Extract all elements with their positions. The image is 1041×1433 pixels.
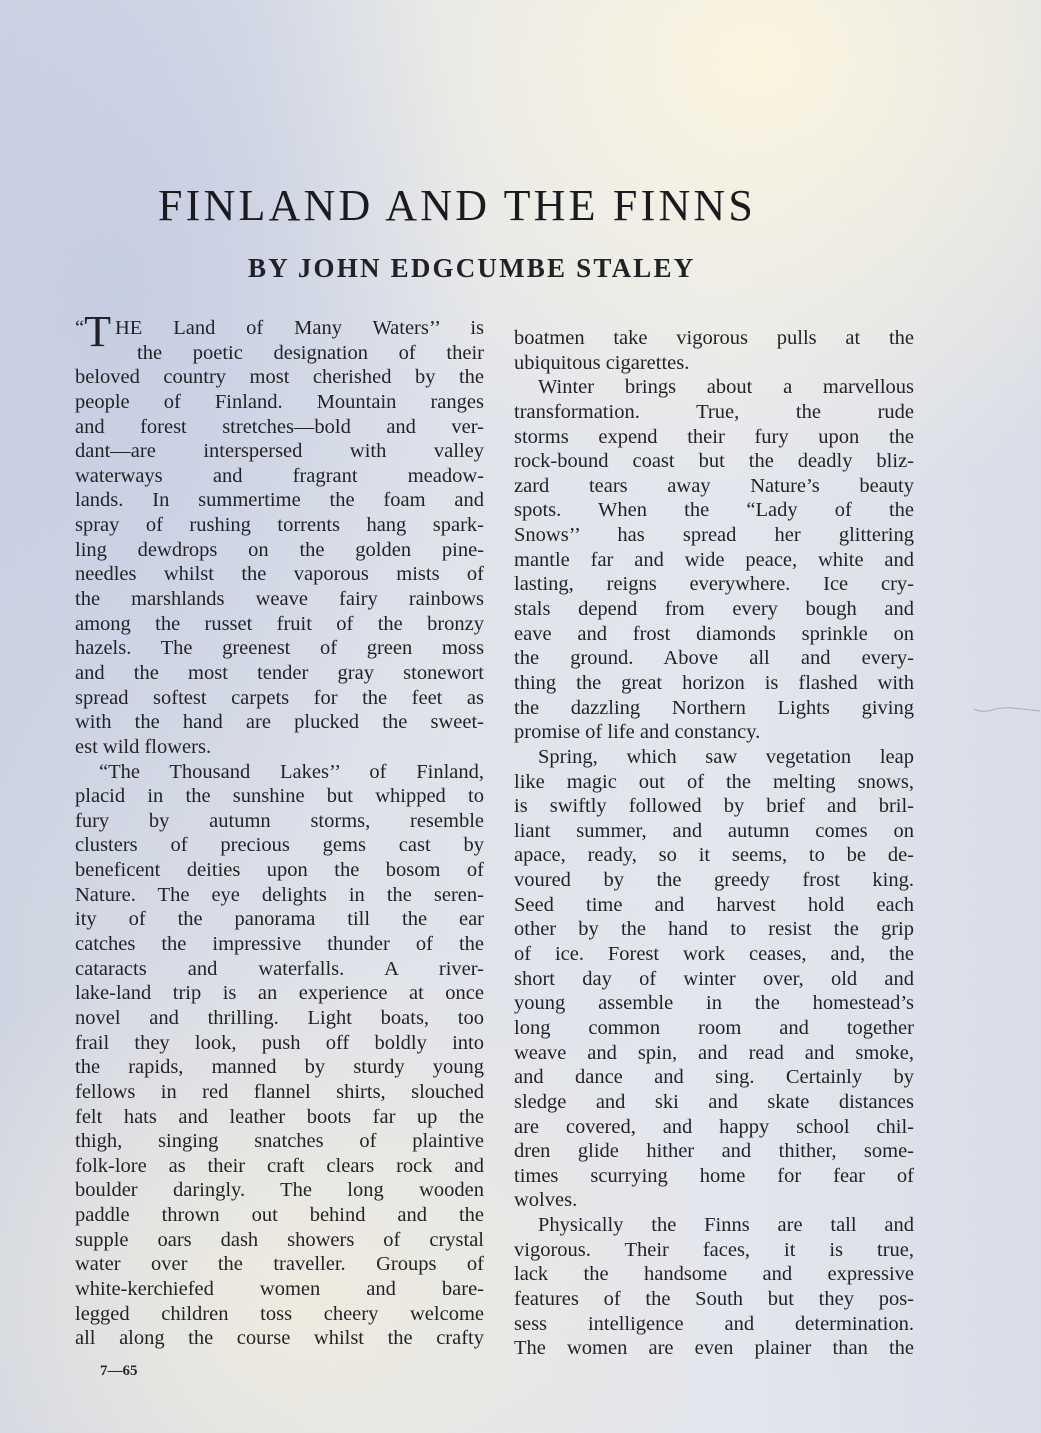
text-line: voured by the greedy frost king. <box>514 869 914 892</box>
text-line: ling dewdrops on the golden pine- <box>75 538 484 561</box>
text-line: are covered, and happy school chil- <box>514 1115 914 1138</box>
page-number: 7—65 <box>100 1363 138 1379</box>
text-line: white-kerchiefed women and bare- <box>75 1277 484 1300</box>
text-line: Nature. The eye delights in the seren- <box>75 883 484 906</box>
text-line: all along the course whilst the crafty <box>75 1327 484 1350</box>
text-line: water over the traveller. Groups of <box>75 1253 484 1276</box>
text-line: transformation. True, the rude <box>514 400 914 423</box>
text-line: storms expend their fury upon the <box>514 425 914 448</box>
text-line: dren glide hither and thither, some- <box>514 1140 914 1163</box>
article-title: FINLAND AND THE FINNS <box>158 181 757 230</box>
text-line: liant summer, and autumn comes on <box>514 819 914 842</box>
text-line: thing the great horizon is flashed with <box>514 671 914 694</box>
text-line: the marshlands weave fairy rainbows <box>75 588 484 611</box>
text-line: beneficent deities upon the bosom of <box>75 859 484 882</box>
text-line: long common room and together <box>514 1016 914 1039</box>
open-quote: “ <box>75 317 85 339</box>
paper-scratch-mark <box>972 705 1041 715</box>
text-line: spray of rushing torrents hang spark- <box>75 514 484 537</box>
text-line: felt hats and leather boots far up the <box>75 1105 484 1128</box>
text-line: the ground. Above all and every- <box>514 647 914 670</box>
text-line: Spring, which saw vegetation leap <box>538 745 914 768</box>
text-line: eave and frost diamonds sprinkle on <box>514 622 914 645</box>
text-line: Seed time and harvest hold each <box>514 893 914 916</box>
text-line: lake-land trip is an experience at once <box>75 982 484 1005</box>
text-line: cataracts and waterfalls. A river- <box>75 957 484 980</box>
text-line: fury by autumn storms, resemble <box>75 809 484 832</box>
text-line: boatmen take vigorous pulls at the <box>514 327 914 349</box>
text-line: short day of winter over, old and <box>514 967 914 990</box>
text-line: lands. In summertime the foam and <box>75 489 484 512</box>
text-line: young assemble in the homestead’s <box>514 992 914 1015</box>
text-line: of ice. Forest work ceases, and, the <box>514 943 914 966</box>
text-line: needles whilst the vaporous mists of <box>75 563 484 586</box>
text-line: and forest stretches—bold and ver- <box>75 415 484 438</box>
text-line: supple oars dash showers of crystal <box>75 1228 484 1251</box>
text-line: thigh, singing snatches of plaintive <box>75 1130 484 1153</box>
text-line: times scurrying home for fear of <box>514 1164 914 1187</box>
text-line: and the most tender gray stonewort <box>75 661 484 684</box>
text-line: weave and spin, and read and smoke, <box>514 1041 914 1064</box>
text-line: other by the hand to resist the grip <box>514 918 914 941</box>
text-line: legged children toss cheery welcome <box>75 1302 484 1325</box>
text-line: Winter brings about a marvellous <box>538 376 914 399</box>
text-line: folk-lore as their craft clears rock and <box>75 1154 484 1177</box>
text-line: stals depend from every bough and <box>514 598 914 621</box>
text-line: spread softest carpets for the feet as <box>75 686 484 709</box>
text-line: fellows in red flannel shirts, slouched <box>75 1080 484 1103</box>
text-line: lack the handsome and expressive <box>514 1263 914 1286</box>
text-line: rock-bound coast but the deadly bliz- <box>514 450 914 473</box>
text-line: like magic out of the melting snows, <box>514 770 914 793</box>
text-line: vigorous. Their faces, it is true, <box>514 1238 914 1261</box>
text-line: catches the impressive thunder of the <box>75 933 484 956</box>
text-line: apace, ready, so it seems, to be de- <box>514 844 914 867</box>
text-line: and dance and sing. Certainly by <box>514 1066 914 1089</box>
text-line: “The Thousand Lakes’’ of Finland, <box>99 760 484 783</box>
text-line: hazels. The greenest of green moss <box>75 637 484 660</box>
text-line: wolves. <box>514 1189 578 1212</box>
text-line: the rapids, manned by sturdy young <box>75 1056 484 1079</box>
text-line: the poetic designation of their <box>137 341 484 364</box>
text-line: dant—are interspersed with valley <box>75 440 484 463</box>
drop-cap: T <box>84 307 111 356</box>
text-line: the dazzling Northern Lights giving <box>514 696 914 719</box>
article-byline: BY JOHN EDGCUMBE STALEY <box>248 253 696 283</box>
right-column <box>514 326 914 1361</box>
text-line: sess intelligence and determination. <box>514 1312 914 1335</box>
text-line: among the russet fruit of the bronzy <box>75 612 484 635</box>
text-line: beloved country most cherished by the <box>75 366 484 389</box>
text-line: ity of the panorama till the ear <box>75 908 484 931</box>
text-line: features of the South but they pos- <box>514 1287 914 1310</box>
text-line: clusters of precious gems cast by <box>75 834 484 857</box>
text-line: est wild flowers. <box>75 735 212 758</box>
left-column <box>75 307 484 1351</box>
text-line: placid in the sunshine but whipped to <box>75 785 484 808</box>
text-line: frail they look, push off boldly into <box>75 1031 484 1054</box>
text-line: Snows’’ has spread her glittering <box>514 524 914 547</box>
text-line: people of Finland. Mountain ranges <box>75 390 484 413</box>
text-line: novel and thrilling. Light boats, too <box>75 1006 484 1029</box>
text-line: ubiquitous cigarettes. <box>514 351 690 374</box>
text-line: is swiftly followed by brief and bril- <box>514 795 914 818</box>
text-line: zard tears away Nature’s beauty <box>514 474 914 497</box>
text-line: with the hand are plucked the sweet- <box>75 711 484 734</box>
text-line: The women are even plainer than the <box>514 1337 914 1360</box>
text-line: paddle thrown out behind and the <box>75 1204 484 1227</box>
text-line: boulder daringly. The long wooden <box>75 1179 484 1202</box>
text-line: promise of life and constancy. <box>514 721 761 744</box>
text-line: sledge and ski and skate distances <box>514 1090 914 1113</box>
text-line: mantle far and wide peace, white and <box>514 548 914 571</box>
text-line: waterways and fragrant meadow- <box>75 464 484 487</box>
text-line: Physically the Finns are tall and <box>538 1214 914 1237</box>
text-line: spots. When the “Lady of the <box>514 499 914 522</box>
text-line: lasting, reigns everywhere. Ice cry- <box>514 573 914 596</box>
text-line: “T HE Land of Many Waters’’ is <box>75 307 484 356</box>
